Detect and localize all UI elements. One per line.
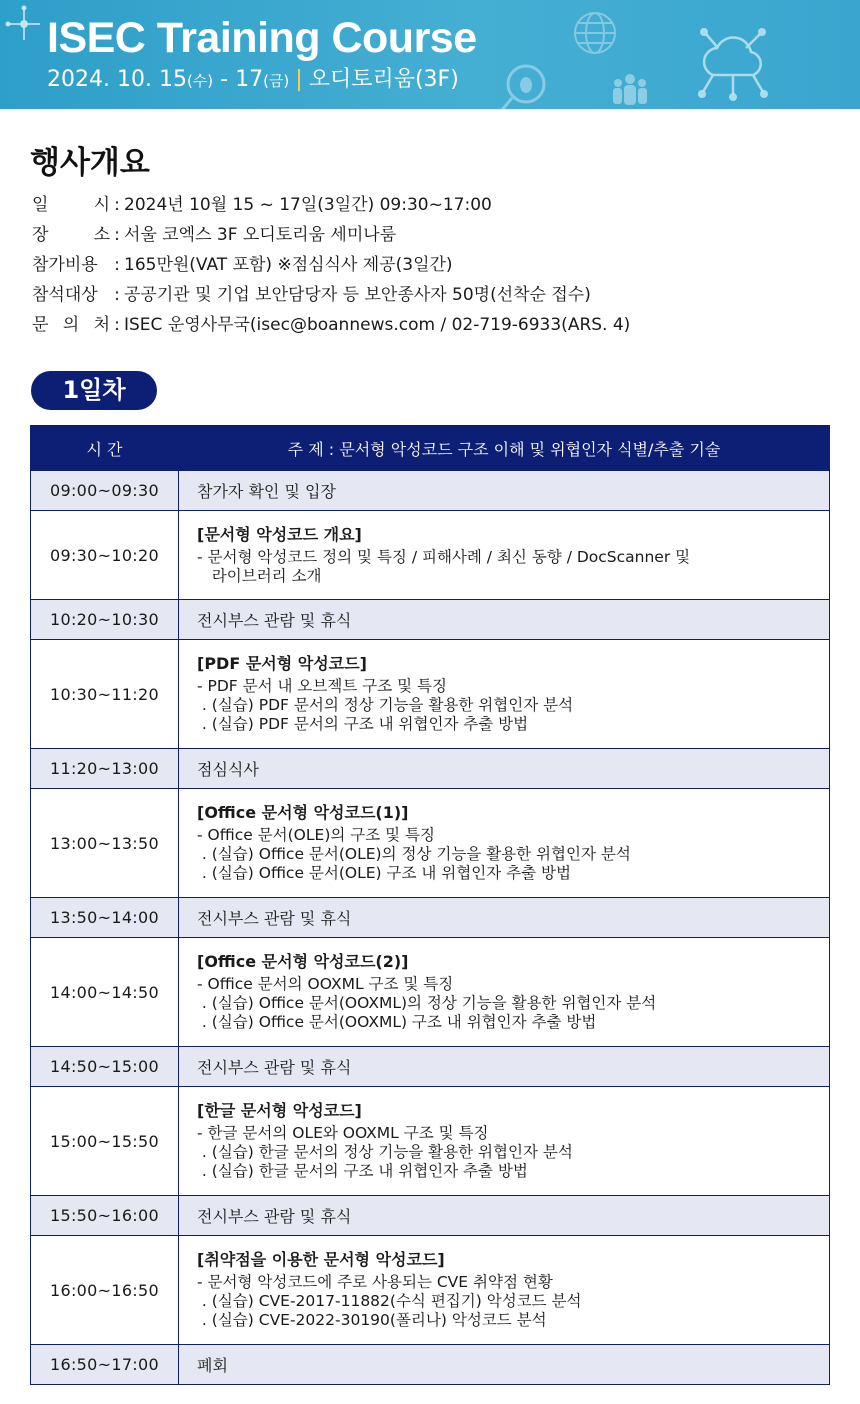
- date-start: 2024. 10. 15: [47, 67, 187, 92]
- session-topic: [179, 640, 830, 749]
- globe-icon: [570, 8, 620, 58]
- session-detail-line: . (실습) CVE-2017-11882(수식 편집기) 악성코드 분석: [197, 1292, 582, 1310]
- overview-value: 공공기관 및 기업 보안담당자 등 보안종사자 50명(선착순 접수): [124, 285, 591, 305]
- session-detail-line: - 문서형 악성코드 정의 및 특징 / 피해사례 / 최신 동향 / DocScanner 및: [197, 547, 691, 566]
- overview-value: 서울 코엑스 3F 오디토리움 세미나룸: [124, 225, 397, 245]
- overview-value: ISEC 운영사무국(isec@boannews.com / 02-719-6933(ARS. 4): [124, 315, 631, 335]
- session-detail-line: . (실습) PDF 문서의 구조 내 위협인자 추출 방법: [197, 715, 529, 733]
- overview-label-char: 의: [62, 315, 80, 335]
- banner-date-venue: [47, 64, 459, 97]
- session-time: 10:20~10:30: [31, 600, 179, 640]
- overview-label-char: 문: [32, 315, 49, 335]
- people-icon: [612, 72, 648, 106]
- session-time: 14:00~14:50: [31, 938, 179, 1047]
- overview-row: [32, 220, 630, 250]
- overview-colon: :: [114, 285, 120, 305]
- session-title: [Office 문서형 악성코드(2)]: [197, 952, 409, 971]
- session-time: 09:00~09:30: [31, 471, 179, 511]
- table-row: [31, 1196, 830, 1236]
- session-topic: 폐회: [179, 1345, 830, 1385]
- day-of-week-end: (금): [263, 72, 290, 90]
- overview-heading: 행사개요: [30, 145, 150, 181]
- session-time: 15:00~15:50: [31, 1087, 179, 1196]
- session-detail-line: - 문서형 악성코드에 주로 사용되는 CVE 취약점 현황: [197, 1273, 553, 1291]
- overview-label-char: 장: [32, 225, 49, 245]
- session-topic: 점심식사: [179, 749, 830, 789]
- session-time: 14:50~15:00: [31, 1047, 179, 1087]
- day-of-week-start: (수): [186, 72, 214, 90]
- overview-info: [32, 190, 630, 340]
- overview-row: [32, 280, 630, 310]
- session-topic: 전시부스 관람 및 휴식: [179, 600, 830, 640]
- overview-label-char: 참가비용: [32, 255, 98, 275]
- overview-row: [32, 190, 630, 220]
- schedule-table: [30, 425, 830, 1385]
- date-end: - 17: [213, 67, 264, 92]
- overview-label: [32, 190, 110, 220]
- table-row: [31, 640, 830, 749]
- session-detail-line: . (실습) Office 문서(OLE) 구조 내 위협인자 추출 방법: [197, 864, 571, 882]
- table-row: [31, 789, 830, 898]
- overview-label: [32, 250, 110, 280]
- session-topic: [179, 789, 830, 898]
- session-time: 16:00~16:50: [31, 1236, 179, 1345]
- session-detail-line: - PDF 문서 내 오브젝트 구조 및 특징: [197, 677, 447, 695]
- session-title: [취약점을 이용한 문서형 악성코드]: [197, 1250, 445, 1269]
- overview-row: [32, 250, 630, 280]
- session-topic: 전시부스 관람 및 휴식: [179, 1196, 830, 1236]
- overview-label: [32, 310, 110, 340]
- overview-colon: :: [114, 315, 120, 335]
- overview-label-char: 참석대상: [32, 285, 98, 305]
- header-time: 시 간: [31, 426, 179, 471]
- table-row: [31, 749, 830, 789]
- session-time: 10:30~11:20: [31, 640, 179, 749]
- session-detail-line: . (실습) 한글 문서의 정상 기능을 활용한 위협인자 분석: [197, 1143, 573, 1161]
- table-row: [31, 471, 830, 511]
- overview-colon: :: [114, 225, 120, 245]
- header-topic: 주 제 : 문서형 악성코드 구조 이해 및 위협인자 식별/추출 기술: [179, 426, 830, 471]
- session-detail-line: - Office 문서(OLE)의 구조 및 특징: [197, 826, 435, 844]
- overview-label-char: 처: [93, 315, 110, 335]
- session-topic: 전시부스 관람 및 휴식: [179, 1047, 830, 1087]
- session-topic: [179, 1087, 830, 1196]
- overview-label-char: 소: [93, 225, 110, 245]
- session-detail-line: - Office 문서의 OOXML 구조 및 특징: [197, 975, 454, 993]
- session-title: [한글 문서형 악성코드]: [197, 1101, 362, 1120]
- session-time: 11:20~13:00: [31, 749, 179, 789]
- overview-label: [32, 220, 110, 250]
- session-topic: 참가자 확인 및 입장: [179, 471, 830, 511]
- header-banner: [0, 0, 860, 109]
- separator: |: [295, 67, 303, 92]
- table-row: [31, 600, 830, 640]
- session-topic: [179, 511, 830, 600]
- session-detail-line: . (실습) 한글 문서의 구조 내 위협인자 추출 방법: [197, 1162, 528, 1180]
- session-topic: [179, 1236, 830, 1345]
- overview-colon: :: [114, 195, 120, 215]
- overview-value: 165만원(VAT 포함) ※점심식사 제공(3일간): [124, 255, 453, 275]
- session-detail-line: . (실습) Office 문서(OOXML)의 정상 기능을 활용한 위협인자 분석: [197, 994, 657, 1012]
- table-row: [31, 511, 830, 600]
- overview-value: 2024년 10월 15 ~ 17일(3일간) 09:30~17:00: [124, 195, 492, 215]
- overview-label-char: 일: [32, 195, 49, 215]
- banner-title: ISEC Training Course: [47, 14, 477, 62]
- overview-label: [32, 280, 110, 310]
- session-detail-line: . (실습) PDF 문서의 정상 기능을 활용한 위협인자 분석: [197, 696, 574, 714]
- session-title: [PDF 문서형 악성코드]: [197, 654, 367, 673]
- session-detail-line: . (실습) CVE-2022-30190(폴리나) 악성코드 분석: [197, 1311, 547, 1329]
- session-detail-line: . (실습) Office 문서(OLE)의 정상 기능을 활용한 위협인자 분석: [197, 845, 631, 863]
- session-title: [문서형 악성코드 개요]: [197, 524, 362, 544]
- session-time: 16:50~17:00: [31, 1345, 179, 1385]
- overview-row: [32, 310, 630, 340]
- overview-colon: :: [114, 255, 120, 275]
- table-header-row: [31, 426, 830, 471]
- overview-label-char: 시: [93, 195, 110, 215]
- session-detail-line: - 한글 문서의 OLE와 OOXML 구조 및 특징: [197, 1124, 489, 1142]
- session-time: 09:30~10:20: [31, 511, 179, 600]
- magnifier-bug-icon: [498, 56, 558, 109]
- table-row: [31, 1345, 830, 1385]
- table-row: [31, 938, 830, 1047]
- day-badge: 1일차: [31, 371, 157, 410]
- session-topic: [179, 938, 830, 1047]
- session-detail-line: 라이브러리 소개: [197, 566, 322, 585]
- table-row: [31, 898, 830, 938]
- table-row: [31, 1236, 830, 1345]
- session-time: 15:50~16:00: [31, 1196, 179, 1236]
- cloud-network-icon: [688, 20, 778, 109]
- session-topic: 전시부스 관람 및 휴식: [179, 898, 830, 938]
- session-title: [Office 문서형 악성코드(1)]: [197, 803, 409, 822]
- session-detail-line: . (실습) Office 문서(OOXML) 구조 내 위협인자 추출 방법: [197, 1013, 597, 1031]
- table-row: [31, 1087, 830, 1196]
- session-time: 13:50~14:00: [31, 898, 179, 938]
- table-row: [31, 1047, 830, 1087]
- network-node-icon: [4, 4, 44, 44]
- venue: 오디토리움(3F): [308, 67, 459, 92]
- session-time: 13:00~13:50: [31, 789, 179, 898]
